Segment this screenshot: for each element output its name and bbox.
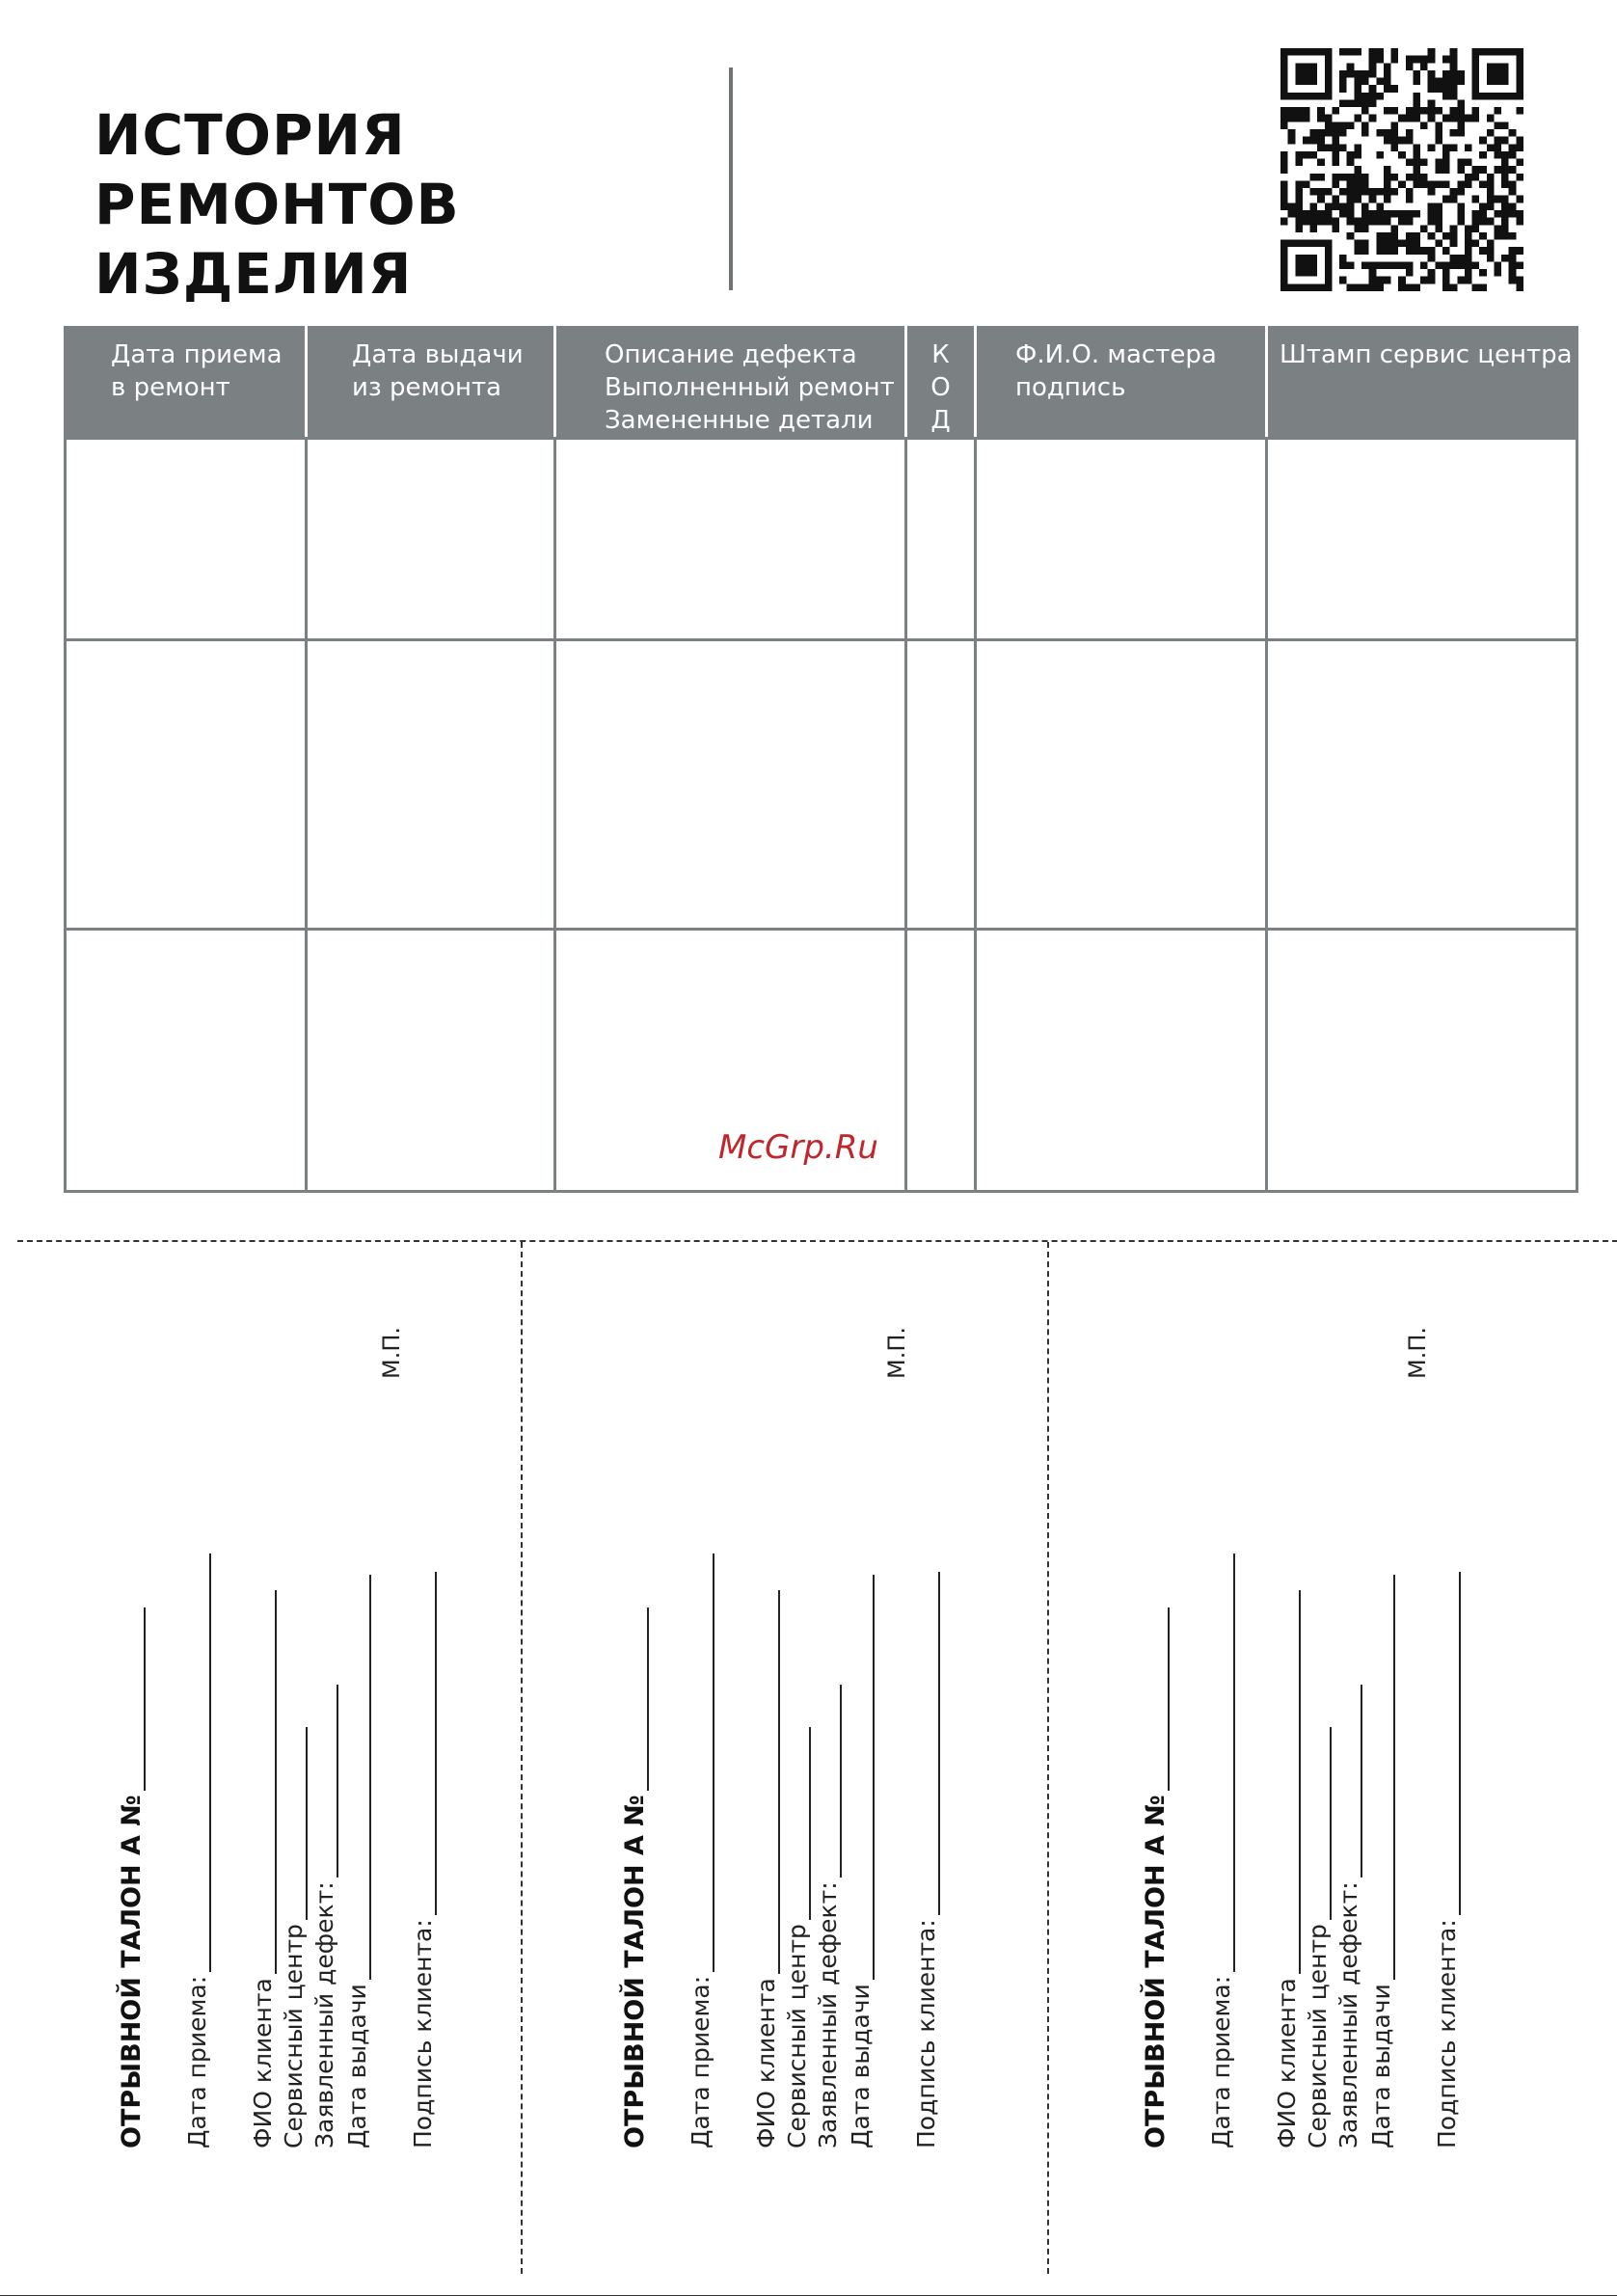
- table-cell[interactable]: [307, 439, 555, 640]
- table-cell[interactable]: [555, 640, 906, 930]
- tear-off-coupon-1: М.П. ОТРЫВНОЙ ТАЛОН А № Дата приема: ФИО клиента Сервисный центр Заявленный дефект: Дата выдачи Подпись клиента:: [117, 1326, 437, 2148]
- stamp-place-label: М.П.: [1404, 1326, 1431, 1379]
- client-name-line[interactable]: [249, 1590, 277, 1974]
- client-name-line[interactable]: [1273, 1590, 1301, 1974]
- cut-line-horizontal: [17, 1240, 1617, 1242]
- defect-line[interactable]: [310, 1685, 338, 1877]
- table-row: [66, 439, 1577, 640]
- header-defect-description: Описание дефекта Выполненный ремонт Замененные детали: [555, 328, 906, 439]
- header-master-name: Ф.И.О. мастера подпись: [976, 328, 1267, 439]
- table-cell[interactable]: [66, 439, 307, 640]
- defect-line[interactable]: [1334, 1685, 1362, 1877]
- return-date-line[interactable]: [1367, 1575, 1395, 1980]
- table-cell[interactable]: [307, 930, 555, 1192]
- client-signature-line[interactable]: [912, 1572, 940, 1915]
- table-row: [66, 640, 1577, 930]
- stamp-place-label: М.П.: [378, 1326, 405, 1379]
- tear-off-coupon-3: М.П. ОТРЫВНОЙ ТАЛОН А № Дата приема: ФИО клиента Сервисный центр Заявленный дефект: Дата выдачи Подпись клиента:: [1141, 1326, 1461, 2148]
- repair-history-table: [64, 326, 1578, 1193]
- table-cell[interactable]: [1267, 439, 1577, 640]
- qr-code-icon: [1280, 48, 1523, 291]
- table-cell[interactable]: [66, 640, 307, 930]
- intake-date-line[interactable]: [687, 1553, 714, 1972]
- service-center-line[interactable]: [783, 1727, 811, 1920]
- table-header-row: [66, 328, 1577, 439]
- service-center-line[interactable]: [1304, 1727, 1332, 1920]
- stamp-place-label: М.П.: [883, 1326, 910, 1379]
- title-line-2: ИЗДЕЛИЯ: [94, 241, 413, 307]
- title-divider: [729, 68, 733, 290]
- coupon-number-line[interactable]: [621, 1607, 649, 1791]
- return-date-line[interactable]: [847, 1575, 875, 1980]
- table-cell[interactable]: [906, 640, 976, 930]
- header-intake-date: Дата приема в ремонт: [66, 328, 307, 439]
- title-line-1: ИСТОРИЯ РЕМОНТОВ: [94, 102, 460, 237]
- intake-date-line[interactable]: [1207, 1553, 1235, 1972]
- table-cell[interactable]: [976, 439, 1267, 640]
- header-return-date: Дата выдачи из ремонта: [307, 328, 555, 439]
- table-cell[interactable]: [1267, 930, 1577, 1192]
- watermark: McGrp.Ru: [718, 1128, 878, 1167]
- table-cell[interactable]: [906, 439, 976, 640]
- header-service-stamp: Штамп сервис центра: [1267, 328, 1577, 439]
- client-signature-line[interactable]: [409, 1572, 437, 1915]
- table-cell[interactable]: [976, 640, 1267, 930]
- table-cell[interactable]: [66, 930, 307, 1192]
- header-code: К О Д: [906, 328, 976, 439]
- table-cell[interactable]: [307, 640, 555, 930]
- table-cell[interactable]: [976, 930, 1267, 1192]
- table-cell[interactable]: [906, 930, 976, 1192]
- defect-line[interactable]: [814, 1685, 842, 1877]
- table-cell[interactable]: [555, 439, 906, 640]
- return-date-line[interactable]: [343, 1575, 371, 1980]
- service-center-line[interactable]: [280, 1727, 308, 1920]
- page-title: [94, 100, 721, 309]
- intake-date-line[interactable]: [183, 1553, 211, 1972]
- table-cell[interactable]: [1267, 640, 1577, 930]
- client-signature-line[interactable]: [1433, 1572, 1461, 1915]
- tear-off-coupon-2: М.П. ОТРЫВНОЙ ТАЛОН А № Дата приема: ФИО клиента Сервисный центр Заявленный дефект: Дата выдачи Подпись клиента:: [620, 1326, 940, 2148]
- coupon-number-line[interactable]: [1142, 1607, 1170, 1791]
- coupon-number-line[interactable]: [118, 1607, 146, 1791]
- client-name-line[interactable]: [752, 1590, 780, 1974]
